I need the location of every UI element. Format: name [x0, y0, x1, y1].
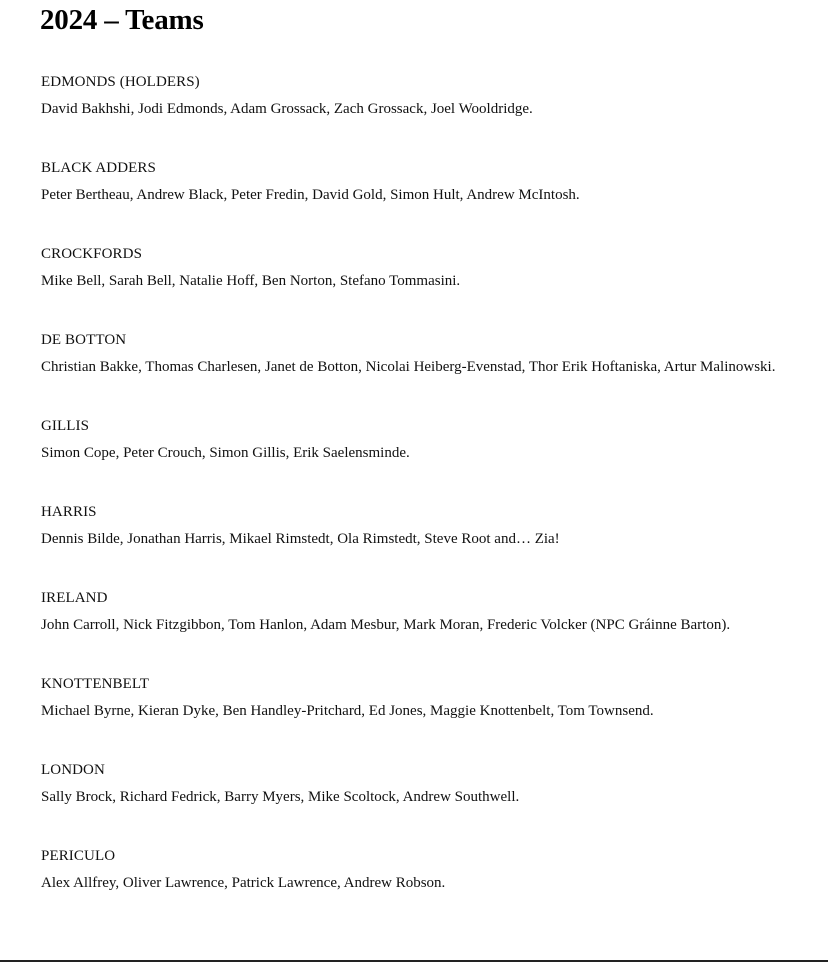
page-title: 2024 – Teams — [40, 4, 204, 36]
team-members: Peter Bertheau, Andrew Black, Peter Fredin, David Gold, Simon Hult, Andrew McIntosh. — [41, 187, 580, 203]
team-members: Dennis Bilde, Jonathan Harris, Mikael Rimstedt, Ola Rimstedt, Steve Root and… Zia! — [41, 531, 560, 547]
team-entry — [41, 498, 811, 554]
team-name: GILLIS — [41, 418, 90, 434]
team-name: IRELAND — [41, 590, 108, 606]
team-entry — [41, 68, 811, 124]
team-entry — [41, 756, 811, 812]
team-entry — [41, 842, 811, 898]
team-entry — [41, 326, 811, 382]
team-name: PERICULO — [41, 848, 116, 864]
team-members: David Bakhshi, Jodi Edmonds, Adam Grossack, Zach Grossack, Joel Wooldridge. — [41, 101, 533, 117]
team-name: DE BOTTON — [41, 332, 127, 348]
team-list — [41, 68, 811, 928]
team-members: Michael Byrne, Kieran Dyke, Ben Handley-Pritchard, Ed Jones, Maggie Knottenbelt, Tom Townsend. — [41, 703, 654, 719]
team-entry — [41, 240, 811, 296]
team-name: KNOTTENBELT — [41, 676, 150, 692]
team-members: Simon Cope, Peter Crouch, Simon Gillis, Erik Saelensminde. — [41, 445, 410, 461]
team-name: EDMONDS (HOLDERS) — [41, 74, 200, 90]
team-entry — [41, 154, 811, 210]
team-entry — [41, 412, 811, 468]
team-members: Alex Allfrey, Oliver Lawrence, Patrick Lawrence, Andrew Robson. — [41, 875, 446, 891]
team-entry — [41, 670, 811, 726]
team-members: Mike Bell, Sarah Bell, Natalie Hoff, Ben Norton, Stefano Tommasini. — [41, 273, 461, 289]
team-name: HARRIS — [41, 504, 97, 520]
team-name: BLACK ADDERS — [41, 160, 156, 176]
team-members: Sally Brock, Richard Fedrick, Barry Myers, Mike Scoltock, Andrew Southwell. — [41, 789, 520, 805]
team-name: CROCKFORDS — [41, 246, 143, 262]
team-members: John Carroll, Nick Fitzgibbon, Tom Hanlon, Adam Mesbur, Mark Moran, Frederic Volcker (NPC Gráinne Barton). — [41, 617, 731, 633]
team-name: LONDON — [41, 762, 105, 778]
page-bottom-divider — [0, 960, 828, 962]
team-entry — [41, 584, 811, 640]
team-members: Christian Bakke, Thomas Charlesen, Janet de Botton, Nicolai Heiberg-Evenstad, Thor Erik Hoftaniska, Artur Malinowski. — [41, 359, 776, 375]
